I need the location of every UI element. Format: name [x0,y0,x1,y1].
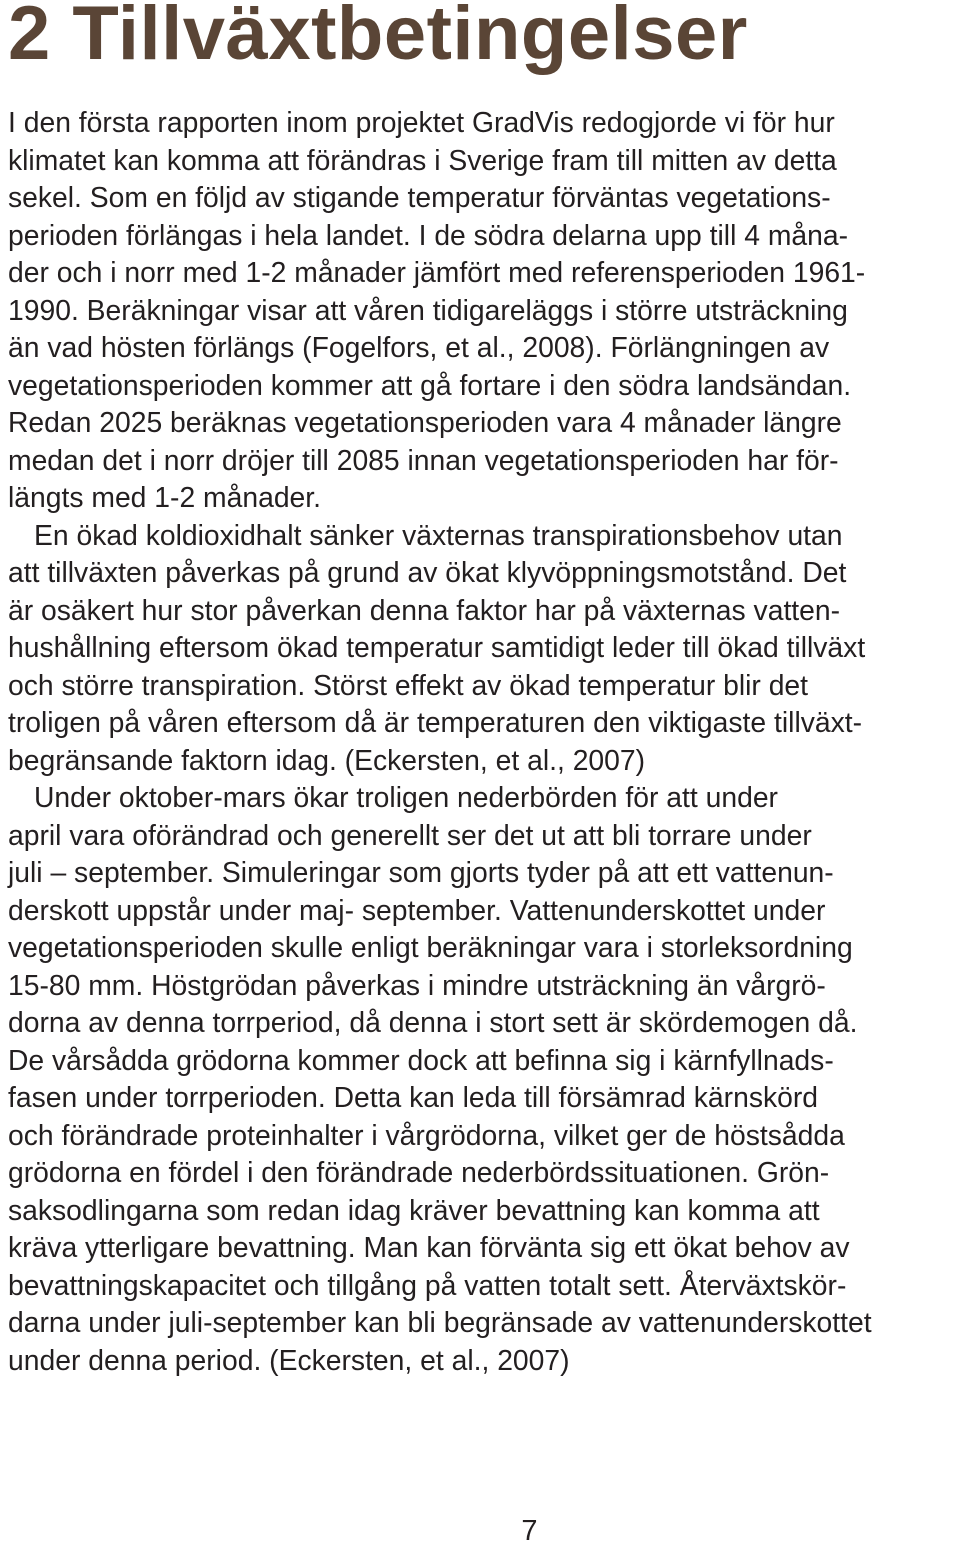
text-line: De vårsådda grödorna kommer dock att befinna sig i kärnfyllnads- [8,1043,834,1076]
text-line: medan det i norr dröjer till 2085 innan vegetationsperioden har för- [8,443,839,476]
text-line: och större transpiration. Störst effekt av ökad temperatur blir det [8,668,809,701]
text-line: 1990. Beräkningar visar att våren tidigareläggs i större utsträckning [8,293,848,326]
text-line: dorna av denna torrperiod, då denna i stort sett är skördemogen då. [8,1006,858,1038]
text-line: Redan 2025 beräknas vegetationsperioden vara 4 månader längre [8,406,842,438]
text-line: april vara oförändrad och generellt ser det ut att bli torrare under [8,818,812,851]
text-line: än vad hösten förlängs (Fogelfors, et al., 2008). Förlängningen av [8,331,830,363]
text-line: saksodlingarna som redan idag kräver bevattning kan komma att [8,1193,820,1226]
text-line: darna under juli-september kan bli begränsade av vattenunderskottet [8,1306,872,1338]
text-line: juli – september. Simuleringar som gjorts tyder på att ett vattenun- [8,856,834,888]
text-line: derskott uppstår under maj- september. Vattenunderskottet under [8,893,826,926]
paragraph [8,104,960,517]
page-heading: 2 Tillväxtbetingelser [8,0,748,76]
text-line: begränsande faktorn idag. (Eckersten, et al., 2007) [8,743,646,776]
text-line: och förändrade proteinhalter i vårgrödorna, vilket ger de höstsådda [8,1118,845,1151]
text-line: der och i norr med 1-2 månader jämfört med referensperioden 1961- [8,256,866,288]
text-line: klimatet kan komma att förändras i Sverige fram till mitten av detta [8,143,837,176]
text-line: bevattningskapacitet och tillgång på vatten totalt sett. Återväxtskör- [8,1268,847,1301]
text-line: 15-80 mm. Höstgrödan påverkas i mindre utsträckning än vårgrö- [8,968,826,1001]
text-line: sekel. Som en följd av stigande temperatur förväntas vegetations- [8,181,831,213]
text-line: troligen på våren eftersom då är temperaturen den viktigaste tillväxt- [8,706,863,738]
text-line: hushållning eftersom ökad temperatur samtidigt leder till ökad tillväxt [8,631,866,663]
text-line: Under oktober-mars ökar troligen nederbörden för att under [34,781,778,813]
text-line: under denna period. (Eckersten, et al., 2007) [8,1343,570,1376]
text-line: längts med 1-2 månader. [8,481,322,513]
text-line: kräva ytterligare bevattning. Man kan förvänta sig ett ökat behov av [8,1231,850,1263]
text-line: vegetationsperioden kommer att gå fortare i den södra landsändan. [8,368,852,401]
paragraph [8,779,960,1379]
page-number: 7 [521,1515,538,1547]
text-line: perioden förlängas i hela landet. I de södra delarna upp till 4 måna- [8,218,849,251]
paragraph [8,517,960,780]
text-line: grödorna en fördel i den förändrade nederbördssituationen. Grön- [8,1156,830,1188]
text-line: fasen under torrperioden. Detta kan leda till försämrad kärnskörd [8,1081,819,1113]
text-line: vegetationsperioden skulle enligt beräkningar vara i storleksordning [8,931,853,963]
text-line: I den första rapporten inom projektet GradVis redogjorde vi för hur [8,106,835,138]
text-line: En ökad koldioxidhalt sänker växternas transpirationsbehov utan [34,518,843,551]
text-line: att tillväxten påverkas på grund av ökat klyvöppningsmotstånd. Det [8,556,847,588]
text-line: är osäkert hur stor påverkan denna faktor har på växternas vatten- [8,593,841,626]
body-text [8,104,960,1379]
